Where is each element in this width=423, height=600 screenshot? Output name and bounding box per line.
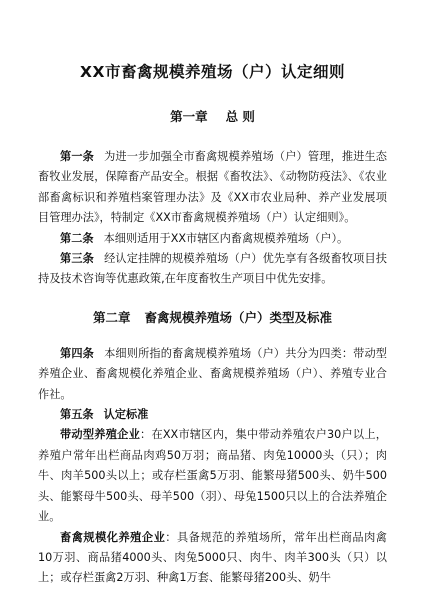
article-2-label: 第二条	[60, 231, 94, 245]
article-2	[38, 229, 387, 249]
article-5	[38, 405, 387, 425]
type-1-label: 带动型养殖企业	[60, 428, 141, 442]
article-4-text: 本细则所指的畜禽规模养殖场（户）共分为四类：带动型养殖企业、畜禽规模化养殖企业、畜禽规模养殖场（户）、养殖专业合作社。	[38, 346, 387, 401]
type-2-text: ：具备规范的养殖场所，常年出栏商品肉禽10万羽、商品猪4000头、肉兔5000只、肉牛、肉羊300头（只）以上；或存栏蛋禽2万羽、种禽1万套、能繁母猪200头、奶牛	[38, 530, 387, 585]
chapter-1-name: 总 则	[225, 109, 255, 124]
article-4	[38, 344, 387, 405]
chapter-2-label: 第二章	[92, 309, 131, 325]
type-2-label: 畜禽规模化养殖企业	[60, 530, 166, 544]
article-2-text: 本细则适用于XX市辖区内畜禽规模养殖场（户）。	[103, 231, 349, 245]
article-1	[38, 147, 387, 229]
article-4-label: 第四条	[60, 346, 94, 360]
article-3-text: 经认定挂牌的规模养殖场（户）优先享有各级畜牧项目扶持及技术咨询等优惠政策,在年度畜牧生产项目中优先安排。	[38, 252, 387, 286]
chapter-2-name: 畜禽规模养殖场（户）类型及标准	[144, 309, 333, 325]
type-1-text: ：在XX市辖区内，集中带动养殖农户30户以上，养殖户常年出栏商品肉鸡50万羽；商品猪、肉兔10000头（只）；肉牛、肉羊500头以上；或存栏蛋禽5万羽、能繁母猪500头、奶牛500头、能繁母牛500头、母羊500（羽）、母兔1500只以上的合法养殖企业。	[38, 428, 387, 524]
article-5-text: 认定标准	[103, 408, 149, 422]
document-title: XX市畜禽规模养殖场（户）认定细则	[80, 63, 345, 81]
chapter-1-heading	[38, 107, 387, 125]
article-1-label: 第一条	[60, 150, 94, 163]
article-1-text: 为进一步加强全市畜禽规模养殖场（户）管理，推进生态畜牧业发展，保障畜产品安全。根据《畜牧法》、《动物防疫法》、《农业部畜禽标识和养殖档案管理办法》及《XX市农业局种、养产业发展项目管理办法》，特制定《XX市畜禽规模养殖场（户）认定细则》。	[38, 150, 387, 225]
article-3	[38, 249, 387, 290]
chapter-1-label: 第一章	[170, 109, 208, 124]
article-3-label: 第三条	[60, 252, 94, 266]
type-1-standard	[38, 425, 387, 527]
chapter-2-heading	[38, 308, 387, 326]
article-5-label: 第五条	[60, 408, 94, 422]
type-2-standard	[38, 528, 387, 589]
